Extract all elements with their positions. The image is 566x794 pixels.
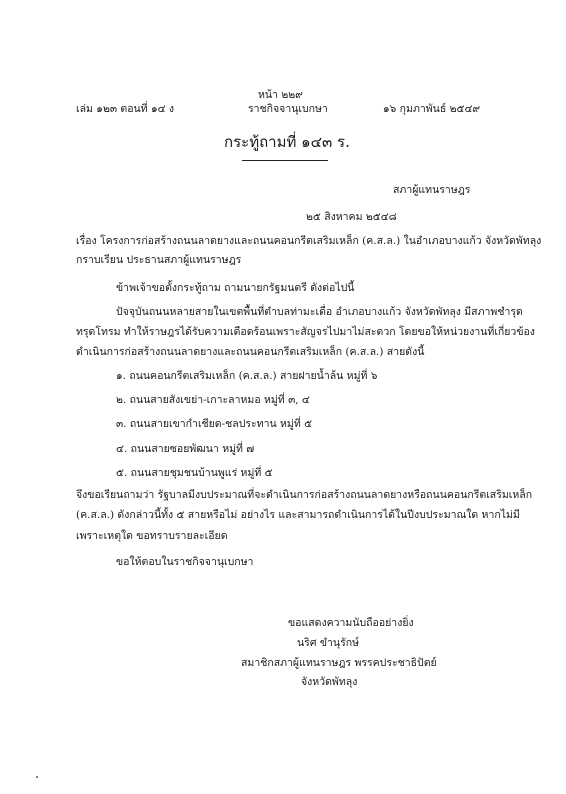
- paragraph-2-line-3: เพราะเหตุใด ขอทราบรายละเอียด: [76, 530, 228, 542]
- sender-organization: สภาผู้แทนราษฎร: [393, 184, 471, 196]
- closing-regards: ขอแสดงความนับถืออย่างยิ่ง: [288, 617, 414, 629]
- road-list-item: ๔. ถนนสายซอยพัฒนา หมู่ที่ ๗: [116, 443, 255, 455]
- gazette-name: ราชกิจจานุเบกษา: [248, 103, 328, 115]
- signatory-position: สมาชิกสภาผู้แทนราษฎร พรรคประชาธิปัตย์: [241, 657, 437, 669]
- salutation: กราบเรียน ประธานสภาผู้แทนราษฎร: [76, 254, 242, 266]
- road-list-item: ๒. ถนนสายสังเขย่า-เกาะลาหมอ หมู่ที่ ๓, ๔: [116, 394, 310, 406]
- title-underline: [242, 160, 328, 161]
- paragraph-2-line-1: จึงขอเรียนถามว่า รัฐบาลมีงบประมาณที่จะดำเนินการก่อสร้างถนนลาดยางหรือถนนคอนกรีตเสริมเหล็ก: [76, 489, 533, 501]
- paragraph-2-line-2: (ค.ส.ล.) ดังกล่าวนี้ทั้ง ๕ สายหรือไม่ อย่างไร และสามารถดำเนินการได้ในปีงบประมาณใด หากไม่มี: [76, 509, 520, 521]
- intro-paragraph: ข้าพเจ้าขอตั้งกระทู้ถาม ถามนายกรัฐมนตรี ดังต่อไปนี้: [116, 282, 355, 294]
- answer-request: ขอให้ตอบในราชกิจจานุเบกษา: [116, 556, 254, 568]
- volume-number: เล่ม ๑๒๓ ตอนที่ ๑๔ ง: [76, 103, 175, 115]
- page-number: หน้า ๒๒๙: [258, 89, 303, 101]
- road-list-item: ๕. ถนนสายชุมชนบ้านพูแร่ หมู่ที่ ๕: [116, 467, 273, 479]
- road-list-item: ๑. ถนนคอนกรีตเสริมเหล็ก (ค.ส.ล.) สายฝายน้ำล้น หมู่ที่ ๖: [116, 370, 378, 382]
- road-list-item: ๓. ถนนสายเขากำเชียด-ชลประทาน หมู่ที่ ๕: [116, 418, 313, 430]
- paragraph-1-line-1: ปัจจุบันถนนหลายสายในเขตพื้นที่ตำบลท่ามะเดื่อ อำเภอบางแก้ว จังหวัดพัทลุง มีสภาพชำรุด: [116, 306, 523, 318]
- subject-line: เรื่อง โครงการก่อสร้างถนนลาดยางและถนนคอนกรีตเสริมเหล็ก (ค.ส.ล.) ในอำเภอบางแก้ว จังหวัดพัทลุง: [76, 235, 542, 247]
- publication-date: ๑๖ กุมภาพันธ์ ๒๕๔๙: [383, 103, 481, 115]
- paragraph-1-line-2: ทรุดโทรม ทำให้ราษฎรได้รับความเดือดร้อนเพราะสัญจรไปมาไม่สะดวก โดยขอให้หน่วยงานที่เกี่ยวข้อง: [76, 326, 535, 338]
- scan-speck: [36, 776, 38, 778]
- signatory-name: นริศ ขำนุรักษ์: [297, 637, 359, 649]
- document-title: กระทู้ถามที่ ๑๔๓ ร.: [224, 133, 350, 151]
- paragraph-1-line-3: ดำเนินการก่อสร้างถนนลาดยางและถนนคอนกรีตเสริมเหล็ก (ค.ส.ล.) สายดังนี้: [76, 346, 425, 358]
- letter-date: ๒๕ สิงหาคม ๒๕๔๘: [306, 211, 397, 223]
- signatory-province: จังหวัดพัทลุง: [301, 676, 358, 688]
